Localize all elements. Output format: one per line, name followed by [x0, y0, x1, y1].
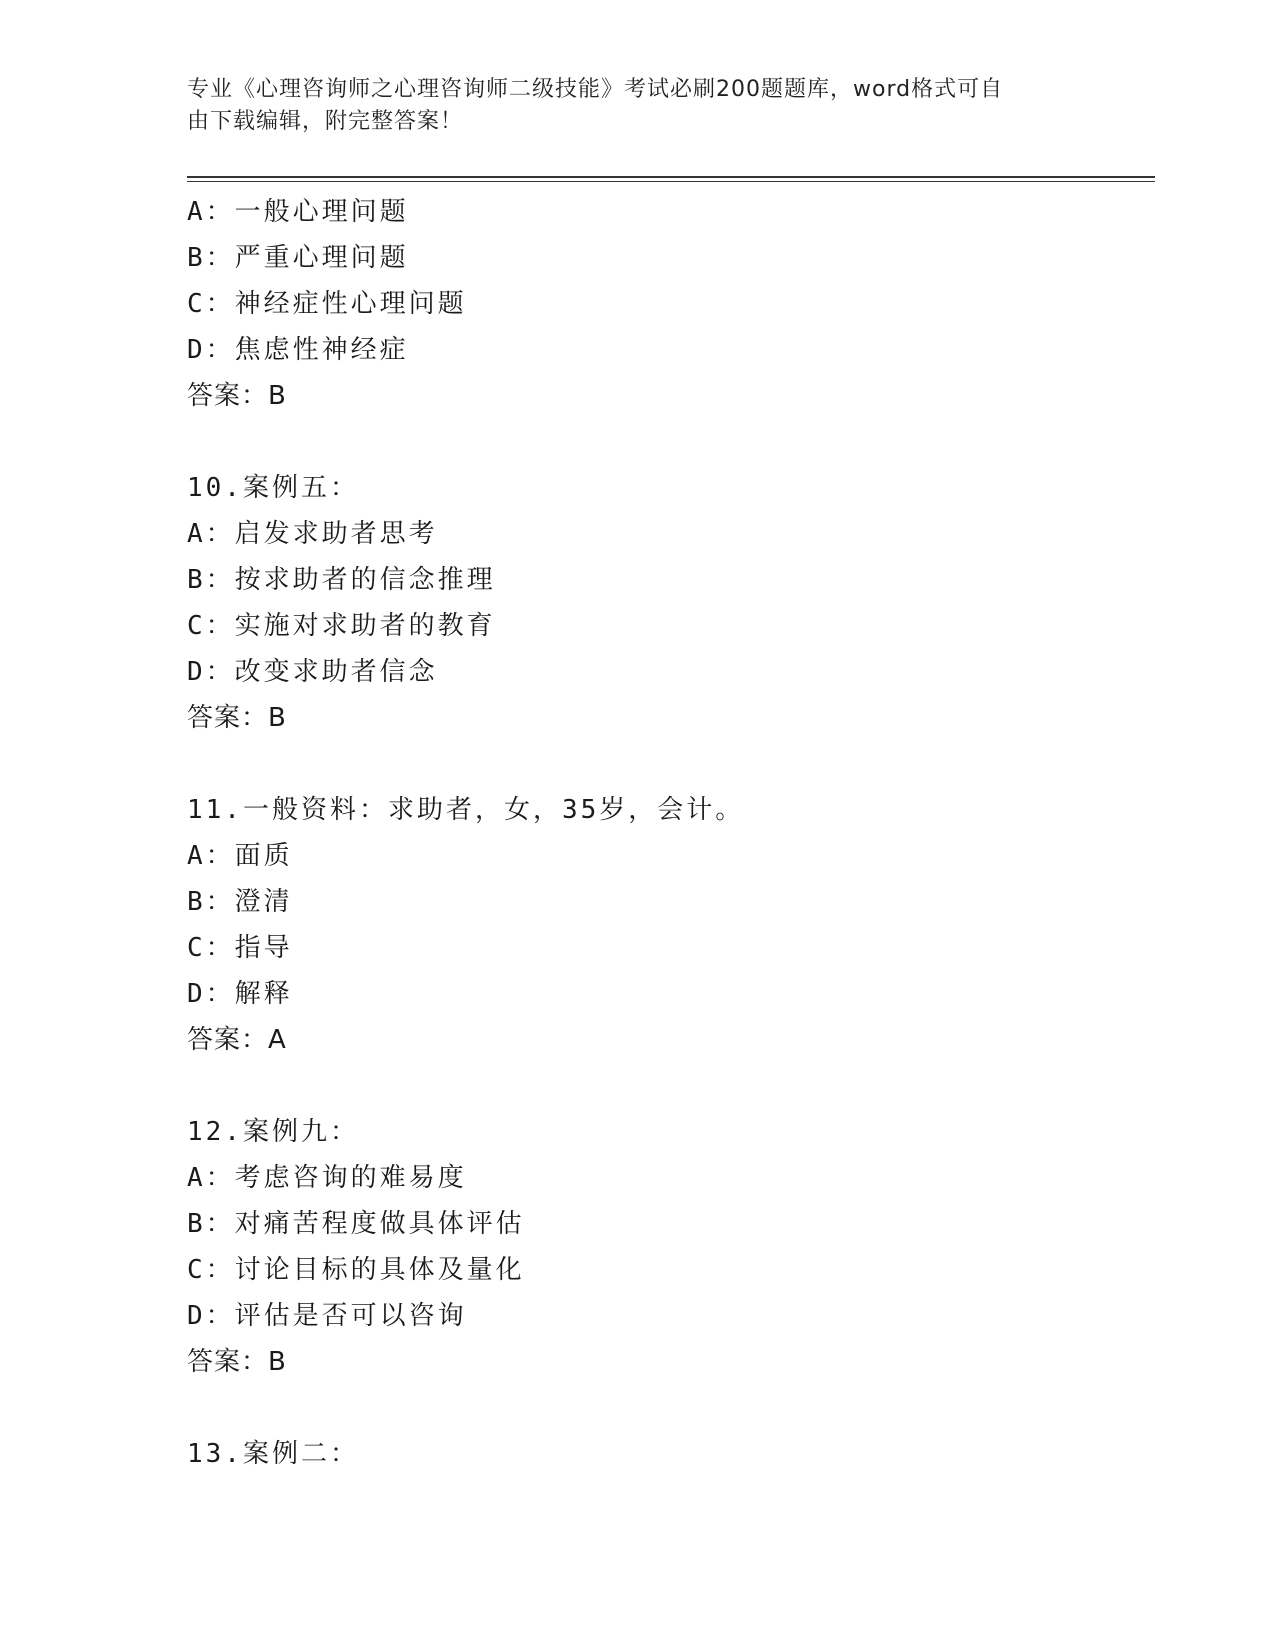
question-block-continued — [187, 189, 1147, 419]
header-divider-thin — [187, 181, 1155, 182]
question-stem: 13.案例二： — [187, 1439, 359, 1469]
option-d: D：解释 — [187, 979, 293, 1009]
question-block-11 — [187, 787, 1147, 1063]
option-c: C：指导 — [187, 933, 293, 963]
option-a: A：面质 — [187, 841, 293, 871]
header-line-2: 由下载编辑，附完整答案！ — [187, 109, 464, 134]
answer-line: 答案：B — [187, 703, 287, 733]
option-a: A：一般心理问题 — [187, 197, 409, 227]
spacer — [187, 741, 1147, 787]
question-stem: 11.一般资料：求助者，女，35岁，会计。 — [187, 795, 745, 825]
header-line-1: 专业《心理咨询师之心理咨询师二级技能》考试必刷200题题库，word格式可自 — [187, 77, 1004, 102]
question-stem: 10.案例五： — [187, 473, 359, 503]
spacer — [187, 1063, 1147, 1109]
option-c: C：实施对求助者的教育 — [187, 611, 496, 641]
document-header — [187, 74, 1067, 138]
option-b: B：严重心理问题 — [187, 243, 409, 273]
option-d: D：改变求助者信念 — [187, 657, 438, 687]
header-divider-thick — [187, 176, 1155, 178]
spacer — [187, 1385, 1147, 1431]
option-b: B：对痛苦程度做具体评估 — [187, 1209, 525, 1239]
answer-line: 答案：A — [187, 1025, 287, 1055]
option-b: B：按求助者的信念推理 — [187, 565, 496, 595]
question-stem: 12.案例九： — [187, 1117, 359, 1147]
option-d: D：评估是否可以咨询 — [187, 1301, 467, 1331]
answer-line: 答案：B — [187, 381, 287, 411]
option-c: C：讨论目标的具体及量化 — [187, 1255, 525, 1285]
option-c: C：神经症性心理问题 — [187, 289, 467, 319]
answer-line: 答案：B — [187, 1347, 287, 1377]
question-block-12 — [187, 1109, 1147, 1385]
option-b: B：澄清 — [187, 887, 293, 917]
question-list — [187, 189, 1147, 1477]
question-block-13 — [187, 1431, 1147, 1477]
question-block-10 — [187, 465, 1147, 741]
spacer — [187, 419, 1147, 465]
option-a: A：考虑咨询的难易度 — [187, 1163, 467, 1193]
option-d: D：焦虑性神经症 — [187, 335, 409, 365]
option-a: A：启发求助者思考 — [187, 519, 438, 549]
